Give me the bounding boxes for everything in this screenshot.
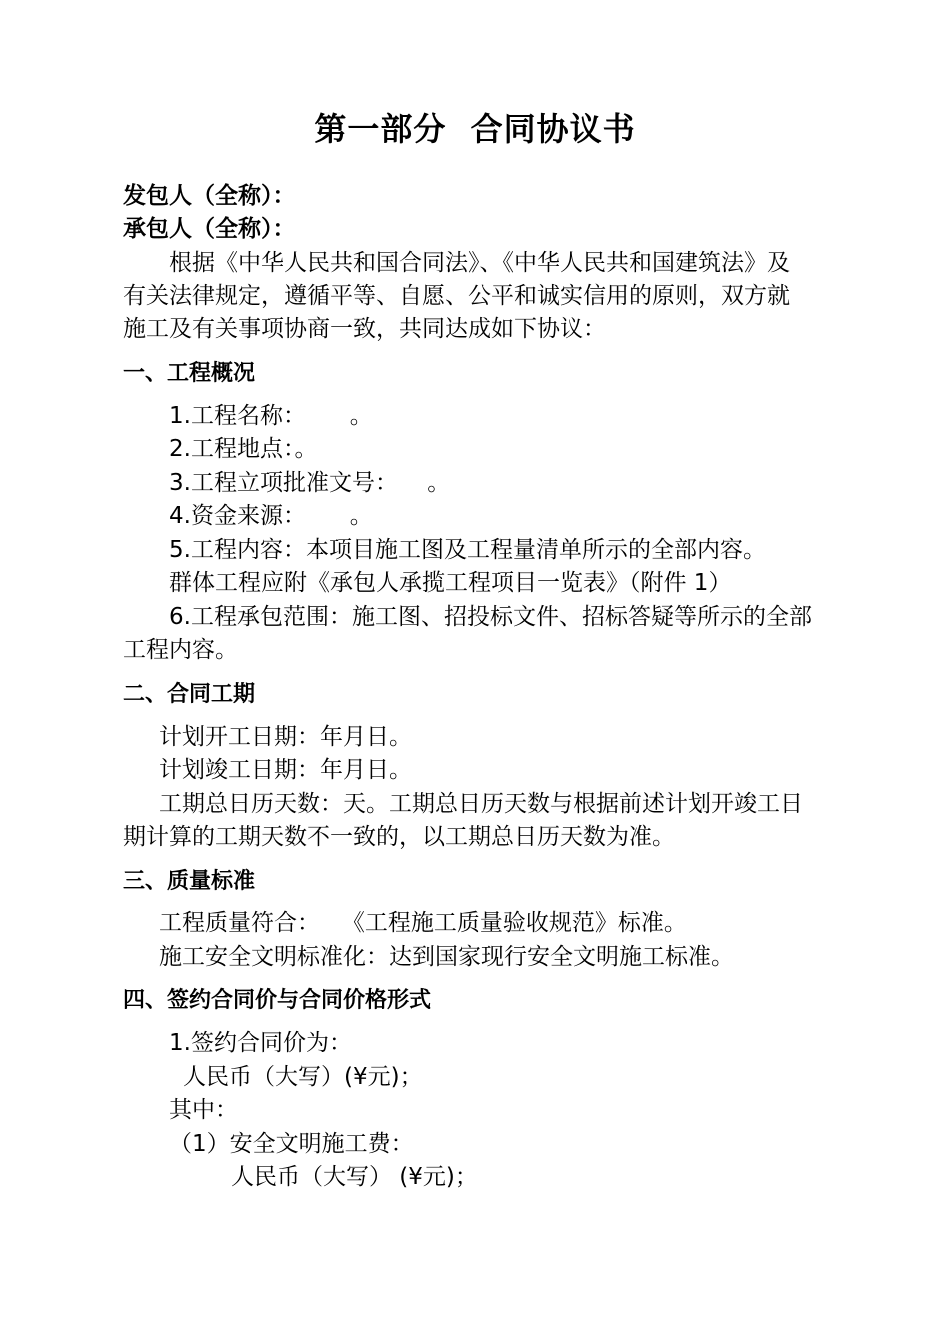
quality-line-1: 工程质量符合： 《工程施工质量验收规范》标准。 [159,910,687,936]
price-line-1: 1.签约合同价为： [169,1030,352,1056]
overview-line-5: 5.工程内容：本项目施工图及工程量清单所示的全部内容。 [169,537,766,563]
price-line-3: 其中： [169,1097,238,1123]
page-title: 第一部分 合同协议书 [314,110,636,148]
section-heading-price: 四、签约合同价与合同价格形式 [123,988,432,1013]
duration-line-1: 计划开工日期：年月日。 [159,724,412,750]
duration-line-4: 期计算的工期天数不一致的，以工期总日历天数为准。 [123,824,675,850]
price-line-5: 人民币（大写） (¥元)； [231,1164,478,1190]
overview-line-8: 工程内容。 [123,637,238,663]
section-heading-duration: 二、合同工期 [123,682,256,707]
overview-line-7: 6.工程承包范围：施工图、招投标文件、招标答疑等所示的全部 [169,604,812,630]
overview-line-3: 3.工程立项批准文号： 。 [169,470,451,496]
intro-line-1: 根据《中华人民共和国合同法》、《中华人民共和国建筑法》及 [169,250,790,276]
overview-line-6: 群体工程应附《承包人承揽工程项目一览表》（附件 1） [169,570,732,596]
section-heading-quality: 三、质量标准 [123,869,256,894]
intro-line-3: 施工及有关事项协商一致，共同达成如下协议： [123,316,606,342]
section-heading-overview: 一、工程概况 [123,361,256,386]
intro-line-2: 有关法律规定，遵循平等、自愿、公平和诚实信用的原则，双方就 [123,283,790,309]
contractor-line: 承包人（全称）： [123,216,296,242]
duration-line-3: 工期总日历天数：天。工期总日历天数与根据前述计划开竣工日 [159,791,803,817]
price-line-4: （1）安全文明施工费： [169,1131,414,1157]
quality-line-2: 施工安全文明标准化：达到国家现行安全文明施工标准。 [159,944,734,970]
price-line-2: 人民币（大写）(¥元)； [183,1064,423,1090]
overview-line-4: 4.资金来源： 。 [169,503,373,529]
overview-line-1: 1.工程名称： 。 [169,403,373,429]
duration-line-2: 计划竣工日期：年月日。 [159,757,412,783]
employer-line: 发包人（全称）： [123,183,296,209]
overview-line-2: 2.工程地点：。 [169,436,318,462]
